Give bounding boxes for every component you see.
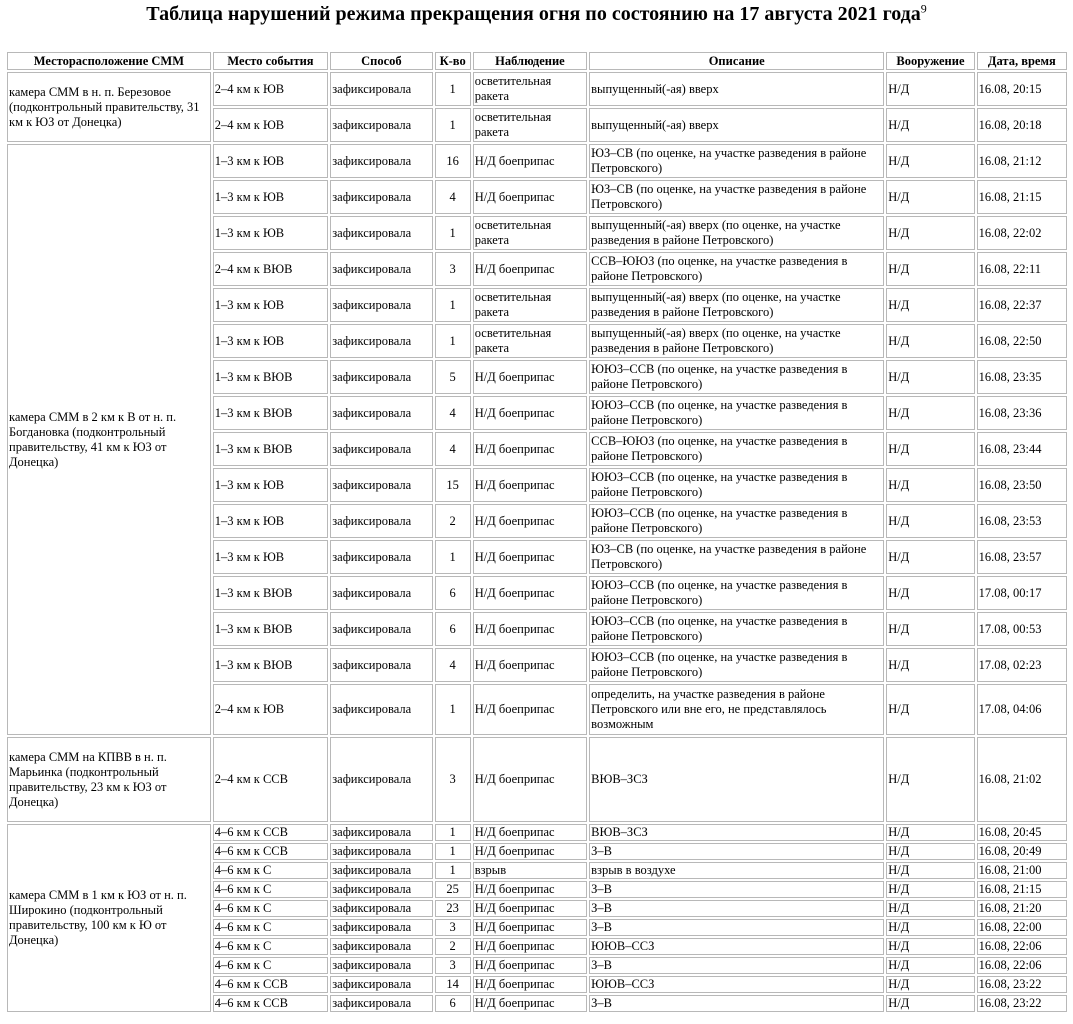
weapon-cell: Н/Д — [886, 881, 974, 898]
weapon-cell: Н/Д — [886, 108, 974, 142]
table-row — [7, 144, 1067, 178]
count-cell: 1 — [435, 216, 471, 250]
description-cell: выпущенный(-ая) вверх (по оценке, на участке разведения в районе Петровского) — [589, 324, 884, 358]
violations-table — [5, 50, 1069, 1014]
observation-cell: Н/Д боеприпас — [473, 360, 587, 394]
datetime-cell: 16.08, 22:11 — [977, 252, 1067, 286]
datetime-cell: 16.08, 22:50 — [977, 324, 1067, 358]
count-cell: 1 — [435, 108, 471, 142]
count-cell: 1 — [435, 540, 471, 574]
weapon-cell: Н/Д — [886, 957, 974, 974]
method-cell: зафиксировала — [330, 824, 432, 841]
method-cell: зафиксировала — [330, 995, 432, 1012]
count-cell: 14 — [435, 976, 471, 993]
weapon-cell: Н/Д — [886, 824, 974, 841]
table-row — [7, 737, 1067, 822]
weapon-cell: Н/Д — [886, 938, 974, 955]
count-cell: 16 — [435, 144, 471, 178]
weapon-cell: Н/Д — [886, 900, 974, 917]
event-place-cell: 1–3 км к ЮВ — [213, 144, 328, 178]
count-cell: 4 — [435, 648, 471, 682]
method-cell: зафиксировала — [330, 684, 432, 735]
method-cell: зафиксировала — [330, 612, 432, 646]
observation-cell: Н/Д боеприпас — [473, 432, 587, 466]
event-place-cell: 1–3 км к ЮВ — [213, 324, 328, 358]
datetime-cell: 16.08, 22:00 — [977, 919, 1067, 936]
method-cell: зафиксировала — [330, 576, 432, 610]
description-cell: определить, на участке разведения в районе Петровского или вне его, не представлялось возможным — [589, 684, 884, 735]
observation-cell: осветительная ракета — [473, 216, 587, 250]
event-place-cell: 1–3 км к ЮВ — [213, 504, 328, 538]
datetime-cell: 16.08, 23:22 — [977, 995, 1067, 1012]
event-place-cell: 4–6 км к ССВ — [213, 995, 328, 1012]
observation-cell: Н/Д боеприпас — [473, 612, 587, 646]
count-cell: 1 — [435, 824, 471, 841]
description-cell: ЮЗ–СВ (по оценке, на участке разведения в районе Петровского) — [589, 540, 884, 574]
event-place-cell: 4–6 км к ССВ — [213, 824, 328, 841]
observation-cell: Н/Д боеприпас — [473, 648, 587, 682]
method-cell: зафиксировала — [330, 862, 432, 879]
description-cell: З–В — [589, 919, 884, 936]
description-cell: ЮЮЗ–ССВ (по оценке, на участке разведения в районе Петровского) — [589, 468, 884, 502]
weapon-cell: Н/Д — [886, 684, 974, 735]
method-cell: зафиксировала — [330, 843, 432, 860]
description-cell: ЮЮЗ–ССВ (по оценке, на участке разведения в районе Петровского) — [589, 360, 884, 394]
observation-cell: Н/Д боеприпас — [473, 180, 587, 214]
count-cell: 3 — [435, 252, 471, 286]
observation-cell: Н/Д боеприпас — [473, 468, 587, 502]
method-cell: зафиксировала — [330, 881, 432, 898]
datetime-cell: 16.08, 23:22 — [977, 976, 1067, 993]
description-cell: ССВ–ЮЮЗ (по оценке, на участке разведения в районе Петровского) — [589, 432, 884, 466]
description-cell: ЮЮЗ–ССВ (по оценке, на участке разведения в районе Петровского) — [589, 504, 884, 538]
description-cell: ВЮВ–ЗСЗ — [589, 824, 884, 841]
count-cell: 2 — [435, 504, 471, 538]
datetime-cell: 16.08, 20:45 — [977, 824, 1067, 841]
description-cell: выпущенный(-ая) вверх (по оценке, на участке разведения в районе Петровского) — [589, 288, 884, 322]
weapon-cell: Н/Д — [886, 324, 974, 358]
datetime-cell: 16.08, 20:18 — [977, 108, 1067, 142]
description-cell: ЮЮВ–ССЗ — [589, 976, 884, 993]
weapon-cell: Н/Д — [886, 288, 974, 322]
datetime-cell: 16.08, 22:02 — [977, 216, 1067, 250]
method-cell: зафиксировала — [330, 216, 432, 250]
title-footnote: 9 — [920, 1, 927, 16]
weapon-cell: Н/Д — [886, 862, 974, 879]
description-cell: З–В — [589, 900, 884, 917]
count-cell: 3 — [435, 957, 471, 974]
weapon-cell: Н/Д — [886, 540, 974, 574]
event-place-cell: 4–6 км к ССВ — [213, 976, 328, 993]
description-cell: ЮЮЗ–ССВ (по оценке, на участке разведения в районе Петровского) — [589, 648, 884, 682]
location-cell: камера СММ в 2 км к В от н. п. Богдановка (подконтрольный правительству, 41 км к ЮЗ от Донецка) — [7, 144, 211, 735]
method-cell: зафиксировала — [330, 432, 432, 466]
count-cell: 2 — [435, 938, 471, 955]
weapon-cell: Н/Д — [886, 360, 974, 394]
description-cell: выпущенный(-ая) вверх — [589, 72, 884, 106]
observation-cell: Н/Д боеприпас — [473, 576, 587, 610]
observation-cell: Н/Д боеприпас — [473, 995, 587, 1012]
datetime-cell: 16.08, 23:53 — [977, 504, 1067, 538]
method-cell: зафиксировала — [330, 648, 432, 682]
event-place-cell: 2–4 км к ВЮВ — [213, 252, 328, 286]
event-place-cell: 1–3 км к ВЮВ — [213, 576, 328, 610]
weapon-cell: Н/Д — [886, 995, 974, 1012]
observation-cell: Н/Д боеприпас — [473, 976, 587, 993]
count-cell: 4 — [435, 180, 471, 214]
title-text: Таблица нарушений режима прекращения огня по состоянию на 17 августа 2021 года — [146, 3, 921, 25]
page-title — [0, 2, 1073, 26]
count-cell: 25 — [435, 881, 471, 898]
table-row — [7, 72, 1067, 106]
method-cell: зафиксировала — [330, 180, 432, 214]
event-place-cell: 1–3 км к ВЮВ — [213, 432, 328, 466]
observation-cell: Н/Д боеприпас — [473, 396, 587, 430]
method-cell: зафиксировала — [330, 900, 432, 917]
weapon-cell: Н/Д — [886, 468, 974, 502]
observation-cell: осветительная ракета — [473, 288, 587, 322]
datetime-cell: 16.08, 21:20 — [977, 900, 1067, 917]
datetime-cell: 16.08, 23:36 — [977, 396, 1067, 430]
observation-cell: осветительная ракета — [473, 108, 587, 142]
count-cell: 6 — [435, 995, 471, 1012]
datetime-cell: 16.08, 22:06 — [977, 938, 1067, 955]
description-cell: ССВ–ЮЮЗ (по оценке, на участке разведения в районе Петровского) — [589, 252, 884, 286]
method-cell: зафиксировала — [330, 324, 432, 358]
weapon-cell: Н/Д — [886, 648, 974, 682]
datetime-cell: 16.08, 23:44 — [977, 432, 1067, 466]
location-cell: камера СММ в 1 км к ЮЗ от н. п. Широкино (подконтрольный правительству, 100 км к Ю от Донецка) — [7, 824, 211, 1012]
count-cell: 23 — [435, 900, 471, 917]
table-row — [7, 824, 1067, 841]
event-place-cell: 1–3 км к ЮВ — [213, 180, 328, 214]
datetime-cell: 16.08, 21:15 — [977, 180, 1067, 214]
observation-cell: осветительная ракета — [473, 72, 587, 106]
weapon-cell: Н/Д — [886, 737, 974, 822]
observation-cell: Н/Д боеприпас — [473, 919, 587, 936]
observation-cell: Н/Д боеприпас — [473, 938, 587, 955]
count-cell: 3 — [435, 737, 471, 822]
description-cell: ЮЮЗ–ССВ (по оценке, на участке разведения в районе Петровского) — [589, 612, 884, 646]
weapon-cell: Н/Д — [886, 216, 974, 250]
column-header-method: Способ — [330, 52, 432, 70]
count-cell: 3 — [435, 919, 471, 936]
count-cell: 1 — [435, 72, 471, 106]
method-cell: зафиксировала — [330, 919, 432, 936]
datetime-cell: 16.08, 21:12 — [977, 144, 1067, 178]
event-place-cell: 4–6 км к С — [213, 862, 328, 879]
description-cell: ВЮВ–ЗСЗ — [589, 737, 884, 822]
observation-cell: Н/Д боеприпас — [473, 881, 587, 898]
event-place-cell: 1–3 км к ЮВ — [213, 288, 328, 322]
event-place-cell: 2–4 км к ЮВ — [213, 72, 328, 106]
count-cell: 5 — [435, 360, 471, 394]
method-cell: зафиксировала — [330, 288, 432, 322]
column-header-observation: Наблюдение — [473, 52, 587, 70]
description-cell: ЮЮЗ–ССВ (по оценке, на участке разведения в районе Петровского) — [589, 576, 884, 610]
table-body — [7, 72, 1067, 1012]
observation-cell: Н/Д боеприпас — [473, 737, 587, 822]
count-cell: 1 — [435, 862, 471, 879]
method-cell: зафиксировала — [330, 72, 432, 106]
count-cell: 1 — [435, 843, 471, 860]
method-cell: зафиксировала — [330, 252, 432, 286]
method-cell: зафиксировала — [330, 540, 432, 574]
description-cell: З–В — [589, 957, 884, 974]
weapon-cell: Н/Д — [886, 72, 974, 106]
event-place-cell: 1–3 км к ВЮВ — [213, 360, 328, 394]
location-cell: камера СММ в н. п. Березовое (подконтрольный правительству, 31 км к ЮЗ от Донецка) — [7, 72, 211, 142]
description-cell: взрыв в воздухе — [589, 862, 884, 879]
column-header-weapon: Вооружение — [886, 52, 974, 70]
count-cell: 6 — [435, 612, 471, 646]
weapon-cell: Н/Д — [886, 976, 974, 993]
event-place-cell: 4–6 км к С — [213, 881, 328, 898]
column-header-count: К-во — [435, 52, 471, 70]
event-place-cell: 4–6 км к С — [213, 938, 328, 955]
event-place-cell: 1–3 км к ЮВ — [213, 468, 328, 502]
observation-cell: Н/Д боеприпас — [473, 144, 587, 178]
method-cell: зафиксировала — [330, 504, 432, 538]
datetime-cell: 16.08, 22:06 — [977, 957, 1067, 974]
weapon-cell: Н/Д — [886, 396, 974, 430]
event-place-cell: 1–3 км к ВЮВ — [213, 396, 328, 430]
datetime-cell: 16.08, 22:37 — [977, 288, 1067, 322]
datetime-cell: 16.08, 23:35 — [977, 360, 1067, 394]
weapon-cell: Н/Д — [886, 180, 974, 214]
description-cell: ЮЮВ–ССЗ — [589, 938, 884, 955]
count-cell: 15 — [435, 468, 471, 502]
column-header-description: Описание — [589, 52, 884, 70]
observation-cell: Н/Д боеприпас — [473, 684, 587, 735]
datetime-cell: 16.08, 23:57 — [977, 540, 1067, 574]
count-cell: 6 — [435, 576, 471, 610]
weapon-cell: Н/Д — [886, 612, 974, 646]
event-place-cell: 1–3 км к ЮВ — [213, 540, 328, 574]
weapon-cell: Н/Д — [886, 252, 974, 286]
method-cell: зафиксировала — [330, 938, 432, 955]
method-cell: зафиксировала — [330, 108, 432, 142]
datetime-cell: 16.08, 21:00 — [977, 862, 1067, 879]
datetime-cell: 16.08, 20:49 — [977, 843, 1067, 860]
weapon-cell: Н/Д — [886, 144, 974, 178]
event-place-cell: 4–6 км к С — [213, 919, 328, 936]
column-header-location: Месторасположение СММ — [7, 52, 211, 70]
description-cell: ЮЗ–СВ (по оценке, на участке разведения в районе Петровского) — [589, 144, 884, 178]
datetime-cell: 17.08, 02:23 — [977, 648, 1067, 682]
observation-cell: Н/Д боеприпас — [473, 843, 587, 860]
method-cell: зафиксировала — [330, 737, 432, 822]
observation-cell: Н/Д боеприпас — [473, 900, 587, 917]
event-place-cell: 2–4 км к ЮВ — [213, 684, 328, 735]
description-cell: З–В — [589, 995, 884, 1012]
datetime-cell: 16.08, 21:02 — [977, 737, 1067, 822]
datetime-cell: 16.08, 21:15 — [977, 881, 1067, 898]
datetime-cell: 16.08, 23:50 — [977, 468, 1067, 502]
method-cell: зафиксировала — [330, 144, 432, 178]
count-cell: 1 — [435, 324, 471, 358]
event-place-cell: 1–3 км к ВЮВ — [213, 648, 328, 682]
weapon-cell: Н/Д — [886, 504, 974, 538]
observation-cell: Н/Д боеприпас — [473, 957, 587, 974]
description-cell: З–В — [589, 881, 884, 898]
observation-cell: осветительная ракета — [473, 324, 587, 358]
event-place-cell: 4–6 км к С — [213, 957, 328, 974]
datetime-cell: 16.08, 20:15 — [977, 72, 1067, 106]
observation-cell: Н/Д боеприпас — [473, 504, 587, 538]
event-place-cell: 2–4 км к ЮВ — [213, 108, 328, 142]
method-cell: зафиксировала — [330, 468, 432, 502]
count-cell: 4 — [435, 432, 471, 466]
description-cell: выпущенный(-ая) вверх — [589, 108, 884, 142]
description-cell: выпущенный(-ая) вверх (по оценке, на участке разведения в районе Петровского) — [589, 216, 884, 250]
column-header-place: Место события — [213, 52, 328, 70]
weapon-cell: Н/Д — [886, 843, 974, 860]
datetime-cell: 17.08, 00:53 — [977, 612, 1067, 646]
table-header-row — [7, 52, 1067, 70]
description-cell: З–В — [589, 843, 884, 860]
weapon-cell: Н/Д — [886, 919, 974, 936]
event-place-cell: 4–6 км к С — [213, 900, 328, 917]
event-place-cell: 2–4 км к ССВ — [213, 737, 328, 822]
description-cell: ЮЗ–СВ (по оценке, на участке разведения в районе Петровского) — [589, 180, 884, 214]
method-cell: зафиксировала — [330, 976, 432, 993]
column-header-datetime: Дата, время — [977, 52, 1067, 70]
method-cell: зафиксировала — [330, 957, 432, 974]
description-cell: ЮЮЗ–ССВ (по оценке, на участке разведения в районе Петровского) — [589, 396, 884, 430]
event-place-cell: 1–3 км к ВЮВ — [213, 612, 328, 646]
count-cell: 1 — [435, 684, 471, 735]
observation-cell: Н/Д боеприпас — [473, 824, 587, 841]
count-cell: 4 — [435, 396, 471, 430]
observation-cell: Н/Д боеприпас — [473, 540, 587, 574]
method-cell: зафиксировала — [330, 396, 432, 430]
weapon-cell: Н/Д — [886, 432, 974, 466]
event-place-cell: 1–3 км к ЮВ — [213, 216, 328, 250]
event-place-cell: 4–6 км к ССВ — [213, 843, 328, 860]
datetime-cell: 17.08, 04:06 — [977, 684, 1067, 735]
method-cell: зафиксировала — [330, 360, 432, 394]
observation-cell: взрыв — [473, 862, 587, 879]
observation-cell: Н/Д боеприпас — [473, 252, 587, 286]
weapon-cell: Н/Д — [886, 576, 974, 610]
location-cell: камера СММ на КПВВ в н. п. Марьинка (подконтрольный правительству, 23 км к ЮЗ от Донецка) — [7, 737, 211, 822]
count-cell: 1 — [435, 288, 471, 322]
datetime-cell: 17.08, 00:17 — [977, 576, 1067, 610]
